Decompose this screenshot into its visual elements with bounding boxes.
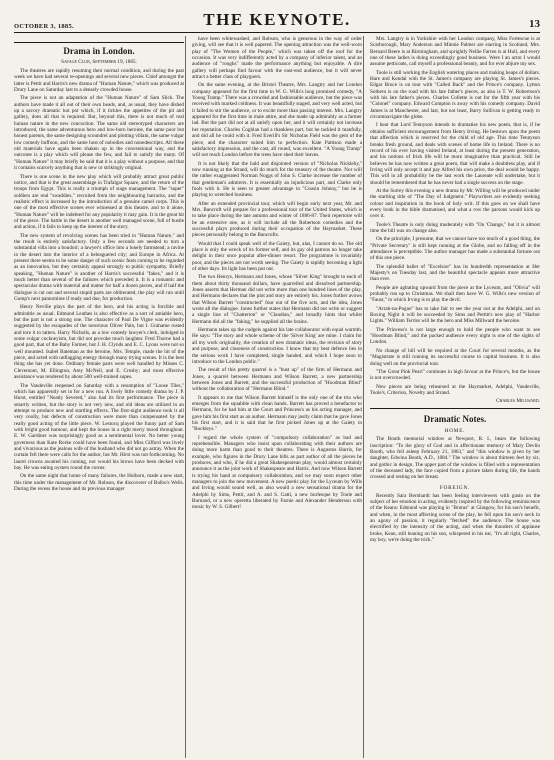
article-paragraph: Would that I could speak well of the Gaiety, but, alas, I cannot do so. The old place is only the wreck of its former self, and its gay old patrons no longer take delight in their once popular after-dinner resort. The programme is invariably poor, and the pieces are not worth seeing. The Gaiety is rapidly becoming a light of other days. Its light has been put out.: [192, 240, 362, 273]
column-1-body: [14, 68, 184, 492]
article-paragraph: I regard the whole system of "compulsory collaboration" as bad and reprehensible. Managers who insist upon collaborating with their authors are doing more harm than good to their theatres. There is Augustus Harris, for example, who figures in the Drury Lane bills as part author of all the pieces he produces, and who, if he did a great Shakespearean play, would almost certainly announce it as the joint work of Shakespeare and Harris. And now Wilson Barrett is trying his hand at compulsory collaboration, and we may soon expect other managers to join the new movement. A new poetic play for the Lyceum by Wills and Irving would sound well, as also would a new sensational drama for the Adelphi by Sims, Pettit, and A. and S. Gatti, a new burlesque by Toole and Burnand, or a new operetta liberated by Farnie and Alexander Henderson with music by W. S. Gilbert!: [192, 434, 362, 511]
article-dateline: Savage Club, September 19, 1885.: [61, 59, 137, 65]
article-paragraph: The result of this pretty quarrel is a "bust up" of the firm of Hermann and Jones, a quarrel between Hermann and Wilson Barrett, a new partnership between Jones and Barrett, and the successful production of "Hoodman Blind" without the collaboration of "Hermann Blind.": [192, 367, 362, 393]
article-paragraph: It is not likely that the bald and disjointed version of "Nicholas Nickleby," now running at the Strand, will do much for the treasury of the theatre. Nor will the rather exaggerated Norman Noggs of John S. Clarke increase the number of that gentleman's admirers. It is essentially an injudicious part, and Clarke only fools with it. He is seen to greater advantage in "Cousin Johnny," but he is playing to wretched business.: [192, 160, 362, 199]
article-paragraph: New pieces are being rehearsed at the Haymarket, Adelphi, Vaudeville, Toole's, Criterion, Novelty and Strand.: [370, 383, 540, 396]
article-paragraph: People are agitating upward from the piece at the Lyceum, and "Olivia" will probably run up to Christmas. We shall then have W. G. Wills's new version of "Faust," in which Irving is to play the devil.: [370, 284, 540, 304]
column-2-body: [192, 36, 362, 511]
article-paragraph: It appears to me that Wilson Barrett himself is the only one of the trio who emerges from the squabble with clean hands. Barrett has proved a benefactor to Hermann, for he had him at the Court and Princess's as his acting manager, and gave him his first start as an author. Hermann may justly claim that he gave Jones his first start, and it is said that he first picked Jones up at the Gaiety in "Rockleys.": [192, 394, 362, 433]
column-2: [185, 36, 362, 758]
article-paragraph: The two Henrys, Hermann and Jones, whose "Silver King" brought to each of them about thirty thousand dollars, have quarrelled and dissolved partnership. Jones asserts that Herman did not write more than one hundred lines of the play, and Hermann declares that the plot and story are entirely his. Jones further avows that Wilson Barrett "constructed" four out of the five acts, and the idea, Jones wrote all the dialogue. Jones further states that Hermann did not write or suggest a single line of "Chatterton" or "Claudian," and broadly hints that whilst Hermann did all the "faking," he supplied all the brains.: [192, 274, 362, 325]
article-paragraph: The piece is not an adaptation of the "Human Nature" of Sam Slick. The authors have made it all out of their own heads, and, as usual, they have dished up a savory dramatic hot pot which, if it tickles the appetites of the pit and gallery, does all that is required. But, beyond this, there is not much of real human nature in the new concoction. The same old stereotyped characters are introduced, the same adventurous hero and low-born heroine, the same poor but honest parents, the same designing scoundrel and plotting villain, the same vulgar low comedy buffoon, and the same host of nobodies and nonedescripts. All these old materials have again been shaken up in the conventional way, and the outcome is a play which will please the few, and fail to satisfy the many. Of "Human Nature" it may briefly be said that it is a play without a purpose, and that it contains scarcely anything that is new or strikingly original.: [14, 95, 184, 172]
notices-heading: Dramatic Notes.: [423, 414, 487, 425]
column-1: [14, 36, 184, 758]
article-paragraph: Hermann takes up the cudgels against his late collaborator with equal warmth. He says: "The story and whole scheme of the 'Silver King' are mine. I claim for all my work originality, the creation of new dramatic ideas, the revision of story and purpose, and closeness of construction. I know that my best defence lies in the serious work I have completed, single handed, and which I hope soon to introduce to the London public.": [192, 327, 362, 365]
publication-title: THE KEYNOTE.: [203, 10, 351, 29]
home-notes-body: [370, 436, 540, 480]
foreign-notes-body: [370, 493, 540, 544]
page-number: 13: [529, 18, 540, 30]
article-paragraph: After an extended provincial tour, which will begin early next year, Mr. and Mrs. Bancroft will prepare for a professional tour of the United States, which is to take place during the late autumn and winter of 1886-87. Their repertoire will be an extensive one, as it will include all the Robertson comedies and the successful plays produced during their occupation of the Haymarket. These pieces personally belong to the Bancrofts.: [192, 200, 362, 239]
column-3: [363, 36, 540, 758]
article-paragraph: No change of bill will be required at the Court for several months, as the "Magistrate is still running its successful course to capital business. It is also doing well on the provincial tour.: [370, 347, 540, 367]
article-signature: Charles Millward.: [496, 398, 540, 405]
article-paragraph: At the Surrey this evening a new drama by Mr. Willing will be produced under the startling title of "The Day of Judgment." Playwriters are evidently seeking colour and inspiration in the book of holy writ. If this goes on we shall have every book in the bible dramatised, and what a row the parsons would kick up over it.: [370, 187, 540, 220]
article-paragraph: On the same night that home of many failures, the Holborn, made a new start, this time under the management of Mr. Robson, the discoverer of Bulbo's Wells. During the recess the house and its previous manager: [14, 473, 184, 492]
article-paragraph: The new system of revolving scenes has been tried in "Human Nature," and the result is entirely satisfactory. Only a few seconds are needed to turn a substantial villa into a boudoir; a lawyer's office into a lonely farmstead; a ravine in the desert into the interior of a beleaguered city; and Europe in Africa. At present there seems to be some danger of such scenic feats coming to be regarded as an innovation, but they certainly appeal strongly to public sympathy. Briefly speaking, "Human Nature" is another of Harris's successful "fakes," and it is much better than several of the failures which preceded it. It is a romantic and spectacular drama with material and matter for half a dozen pieces, and if half the dialogue is cut out and several stupid parts are obliterated, the play will run until Gump's next pantomime if ready and due, for production.: [14, 232, 184, 303]
section-divider: [370, 408, 540, 409]
masthead: [14, 6, 540, 33]
article-paragraph: The Booth memorial window at Newport, R. I., bears the following inscription: "To the glory of God and in affectionate memory of Mary Devlin Booth, who fell asleep February 21, 1863," and "this window is given by her daughter, Edwina Booth, A.D., 1884." The window is about thirteen feet by six, and gothic in design. The upper part of the window is filled with a representation of the deceased lady, the face copied from a picture taken during life, the hands crossed and resting on her breast.: [370, 436, 540, 481]
article-paragraph: I hear that Lord Tennyson intends to dramatise his new poem, that is, if he obtains sufficient encouragement from Henry Irving. He bestows upon the poem that affection which is reserved for the child of old age. This time Tennyson breaks fresh ground, and deals with scenes of home life in Ireland. There is no record of his ever having visited Ireland, at least during the present generation, and his notions of Irish life will be more imaginative than practical. Still he believes he has now written a great poem, that will make a doubtless play, and if Irving will only accept it and pay Alfred his own price, the deal would be happy. This will in all probability be the last work the Laureate will undertake, but it should be remembered that he has never had a single success on the stage.: [370, 122, 540, 186]
article-paragraph: have been whitewashed, and Robson, who is generous in the way of order giving, will see that it is well papered. The opening attraction was the well-worn play of "The Women of the People," which was taken off the roof for the occasion. It was very indifferently acted by a company of inferior talent, and an audience of "roughs" made the performance anything but enjoyable. A dire gallery will perhaps find favour with the east-end audience, but it will never attract a better class of playgoers.: [192, 36, 362, 81]
issue-date: OCTOBER 3, 1885.: [14, 23, 74, 30]
article-paragraph: "Arrah-na-Pogue" has to take fair to see the year out at the Adelphi, and on Boxing Night it will be succeeded by Sims and Pettitt's new play of "Harbor Lights." William Terriss will be the hero and Miss Millward the heroine.: [370, 305, 540, 325]
article-paragraph: The Princess's is not large enough to hold the people who want to see "Hoodman Blind," and the packed audience every night is one of the sights of London.: [370, 326, 540, 346]
article-paragraph: On the same evening, at the Bristol Theatre, Mrs. Langtry and her London company appeared for the first time in W. G. Wills's long promised comedy, "A Young Tramp." There was a crowded and fashionable audience, but the piece was received with marked coldness. It was beautifully staged, and very well acted, but it failed to stir the audience, or to excite more than passing interest. Mrs. Langtry appeared for the first time in male attire, and she made up admirably as a farmer lad. But the part did not at all satisfy upon her, and it will certainly not increase her reputation. Charles Coghlan had a thankless part, but he tackled it manfully, and did all he could with it. Fred Everill's Sir Nicholas Field was the gem of the piece, and the character suited him to perfection. Kate Pattison made a satisfactory impression, and the cast, all round, was excellent. "A Young Tramp" will not reach London before the trees have shed their leaves.: [192, 82, 362, 159]
article-paragraph: The Vaudeville reopened on Saturday with a resumption of "Loose Tiles," which has apparently set in for a new run. A lively little comedy drama by J. P. Hurst, entitled "Neatly Severed," also had its first performance. The piece is smartly written, but the story is not very new, and old ideas are utilized in an attempt to produce new and startling effects. The first-night audience took it all very coolly, but defects of construction were more than compensated by the really good acting of the little piece. W. Lestocq played the funny part of Sam with bright good humour, and kept the house in a right merry mood throughout. E. W. Gardiner was surprisingly good as a sentimental lover. No better young governess than Kate Rorke could have been found, and Miss Gifford was lively and vivacious as the jealous wife of the husband who did not go astray. When the curtain fell there were calls for the author, but Mr. Hirst was not forthcoming. No laurel crowns awaited his coming, nor would his brows have been decked with bay. He was eating oysters round the corner.: [14, 382, 184, 471]
article-paragraph: The splendid ballet of "Excelsior" has its hundredth representation at Her Majesty's on Tuesday last, and the beautiful spectacle appears more attractive than ever.: [370, 263, 540, 283]
article-heading: Drama in London.: [14, 42, 184, 56]
foreign-section-label: FOREIGN.: [439, 484, 471, 491]
article-paragraph: Mrs. Langtry is in Yorkshire with her London company, Miss Fortescue is at Scarborough, Mary Anderson and Minnie Palmer are starring in Scotland, Mrs. Bernard Beere is at Birmingham, and sprightly Nellie Farren is at Hull, and every one of these ladies is doing exceedingly good business. Were I an actor I would assume petticoats, call myself a professional beauty, and for ever abjure my sex.: [370, 36, 540, 68]
home-section-label: HOME.: [444, 428, 466, 435]
column-3-body: [370, 36, 540, 396]
article-paragraph: There is one scene in the new play which will probably attract great public notice, and that is the great assemblage in Trafalgar Square, and the return of the troops from Egypt. This is really a triumph of stage management. The "super" soldiers are real "swaddies," recruited from the neighbouring barracks, and the realistic effect is increased by the introduction of a genuine camel corps. This is one of the most effective scenes ever witnessed at this theatre, and to it alone, "Human Nature" will be indebted for any popularity it may gain. It is the great hit of the piece. The battle in the desert is another well managed scene, full of bustle and action, if it fails to keep up the interest of the story.: [14, 173, 184, 231]
article-paragraph: Recently Sara Bernhardt has been feeling interviewers with gusto on the subject of her emotion in acting, evidently inspired by the following reminiscence of the Keans: Edmund was playing in "Brutus" at Glasgow, for his son's benefit, and when, in the most affecting scene of the play, he fell upon his son's neck in an agony of passion, it regularly "fetched" the audience. The house was electrified by the intensity of the acting, and when the thunders of applause broke, Kean, still leaning on his son, whispered in his ear, "It's all right, Charles, my boy, we're doing the trick.": [370, 492, 540, 544]
article-paragraph: "The Great Pink Pearl" continues in high favour at the Prince's, but the house is not overcrowded.: [370, 368, 540, 382]
article-paragraph: The theatres are rapidly resuming their normal condition, and during the past week we have had several re-openings and several new pieces. Chief amongst the latter is Pettit and Harris's new drama of "Human Nature," which was produced at Drury Lane on Saturday last to a densely crowded house.: [14, 68, 184, 94]
article-paragraph: Henry Neville plays the part of the hero, and his acting is forcible and admirable as usual. Edmund Leathes is also effective as a sort of amiable hero, but the part is not a strong one. The character of Paul De Vigne was evidently suggested by the escapades of the notorious Oliver Pain, but I. Grahame rusted and tore it to tatters. Harry Nicholls, as a low comedy lawyer's clerk, indulged in some vulgar cockneyism, but did not provoke much laughter. Fred Thorne had a good part, that of the Baby Farmer, but J. H. Clynds and E. C. Lyons were not so well mounted. Isabel Bateman as the heroine, Mrs. Temple, made the hit of the piece, and acted with unflagging energy through many trying scenes. It is the best thing she has yet done. Ordinary female parts were well handled by Misses C. Clevemont, M. Ellington, Amy McNeil, and E. Crosby; and most effective assistance was rendered by about 500 well-trained supes.: [14, 304, 184, 381]
article-paragraph: Toole is still working the English watering places and making heaps of dollars. Hare and Kendal with the St. James's company are playing St. James's pieces. Edgar Bruce is on tour with "Called Back" and the Prince's company. Lytton Sothern is on the road with his late father's pieces, as also is T. W. Robertson's with his late father's pieces. Charles Collette is out for the fifth year with his "Colonel" company. Edward Compton is away with his comedy company. David James is at Manchester, and last, but not least, Barry Sullivan is getting ready to circumnavigate the globe.: [370, 69, 540, 121]
article-paragraph: On the principle, I presume, that we cannot have too much of a good thing, the "Private Secretary" is still kept running at the Globe, and no falling off in the attendance is perceptible. The author manager has made a substantial fortune out of this one piece.: [370, 236, 540, 262]
article-columns: [14, 36, 540, 758]
article-paragraph: Toole's Theatre is only doing moderately with "On 'Change," but it is almost time the bill was on change also.: [370, 221, 540, 234]
